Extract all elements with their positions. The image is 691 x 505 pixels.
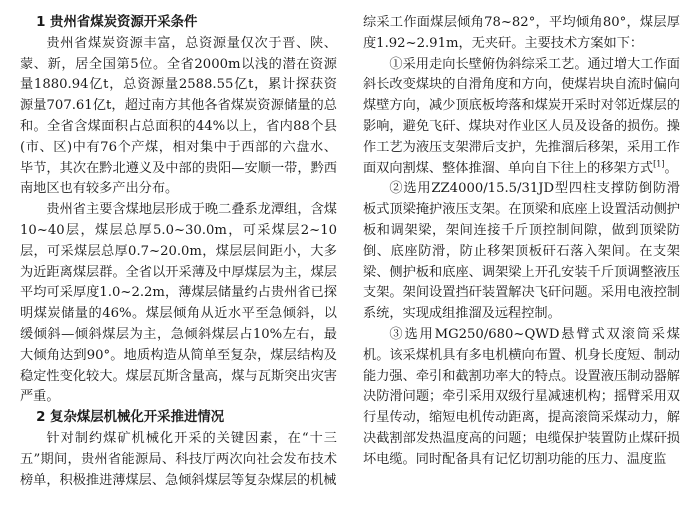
section-2-heading: 2 复杂煤层机械化开采推进情况 — [36, 410, 225, 426]
technical-item-3: ③选用MG250/680~QWD悬臂式双滚筒采煤机。该采煤机具有多电机横向布置、机身长度短、制动能力强、牵引和截割功率大的特点。设置液压制动器解决防滑问题；牵引采用双级行星减速机构；摇臂采用双行星传动，缩短电机传动距离，提高滚筒采煤动力，解决截割部发热温度高的问题；电缆保护装置防止煤矸损坏电缆。同时配备具有记忆切割功能的压力、温度监 — [363, 326, 680, 467]
left-column — [20, 13, 337, 491]
right-column — [363, 13, 680, 491]
section-1-paragraph-1: 贵州省煤炭资源丰富，总资源量仅次于晋、陕、蒙、新，居全国第5位。全省2000m以浅的潜在资源量1880.94亿t，总资源量2588.55亿t，累计探获资源量707.61亿t，超过南方其他各省煤炭资源储量的总和。全省含煤面积占总面积的44%以上，省内88个县(市、区)中有76个产煤，相对集中于西部的六盘水、毕节，其次在黔北遵义及中部的贵阳—安顺一带，黔西南地区也有较多产出分布。 — [20, 35, 337, 197]
two-column-body — [20, 13, 680, 491]
section-2-paragraph-1: 针对制约煤矿机械化开采的关键因素，在“十三五”期间，贵州省能源局、科技厅两次向社会发布技术榜单，积极推进薄煤层、急倾斜煤层等复杂煤层的机械 — [20, 430, 337, 488]
section-1-paragraph-2: 贵州省主要含煤地层形成于晚二叠系龙潭组，含煤10~40层，煤层总厚5.0~30.0m，可采煤层2~10层，可采煤层总厚0.7~20.0m，煤层层间距小，大多为近距离煤层群。全省以开采薄及中厚煤层为主，煤层平均可采厚度1.0~2.2m，薄煤层储量约占贵州省已探明煤炭储量的46%。煤层倾角从近水平至急倾斜，以缓倾斜—倾斜煤层为主，急倾斜煤层占10%左右，最大倾角达到90°。地质构造从简单至复杂，煤层结构及稳定性变化较大。煤层瓦斯含量高，煤与瓦斯突出灾害严重。 — [20, 202, 337, 405]
section-1-heading: 1 贵州省煤炭资源开采条件 — [36, 15, 198, 30]
technical-item-1-text: ①采用走向长壁俯伪斜综采工艺。通过增大工作面斜长改变煤块的自滑角度和方向，使煤岩块自流时偏向煤壁方向，减少顶底板垮落和煤炭开采时对邻近煤层的影响，避免飞矸、煤块对作业区人员及设备的损伤。操作工艺为液压支架滞后支护，先推溜后移架，采用工作面双向割煤、整体推溜、单向自下往上的移架方式 — [363, 56, 680, 176]
continued-paragraph: 综采工作面煤层倾角78~82°，平均倾角80°，煤层厚度1.92~2.91m，无夹矸。主要技术方案如下： — [363, 15, 680, 51]
technical-item-1-end: 。 — [664, 160, 678, 176]
technical-item-1 — [363, 55, 680, 180]
technical-item-2: ②选用ZZ4000/15.5/31JD型四柱支撑防倒防滑板式顶梁掩护液压支架。在顶梁和底座上设置活动侧护板和调架梁，架间连接千斤顶控制间隙，做到顶梁防倒、底座防滑，防止移架顶板矸石落入架间。在支架梁、侧护板和底座、调架梁上开孔安装千斤顶调整液压支架。架间设置挡矸装置解决飞矸问题。采用电液控制系统，实现成组推溜及远程控制。 — [363, 181, 680, 322]
citation-reference-1[interactable]: [1] — [653, 159, 665, 169]
